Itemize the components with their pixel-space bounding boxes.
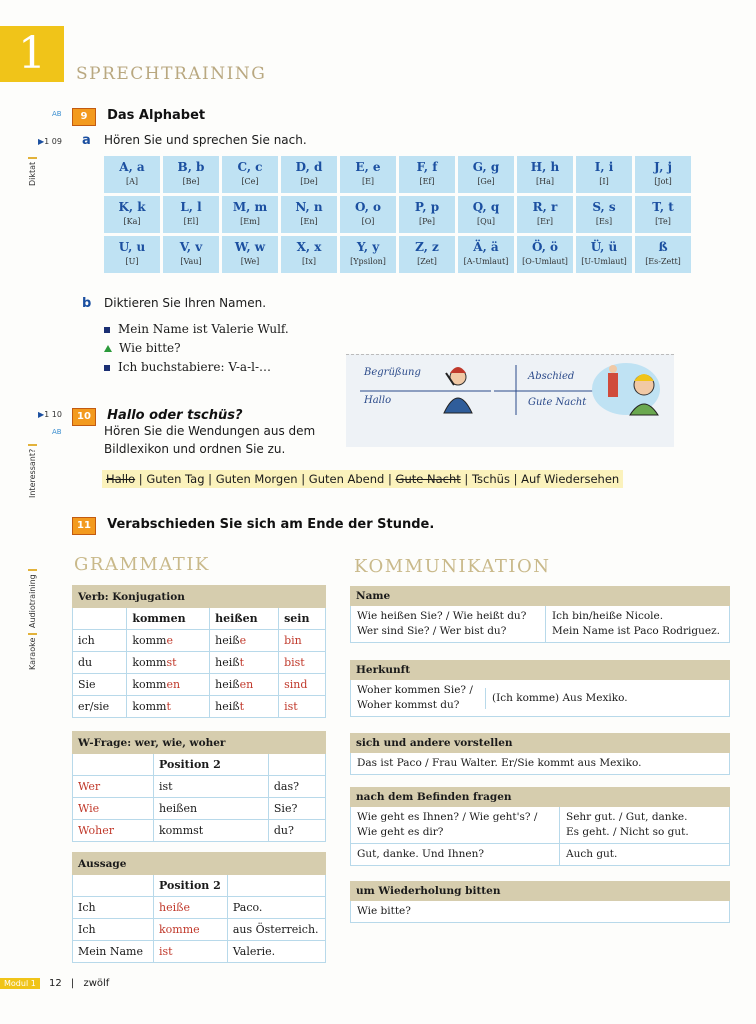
pronunciation: [A] [125,177,139,186]
alphabet-cell [281,156,337,193]
alphabet-cell [340,156,396,193]
alphabet-cell [635,196,691,233]
kommen-form [127,674,210,696]
dialogue-line-3 [104,360,271,374]
phrase: Das ist Paco / Frau Walter. Er/Sie kommt aus Mexiko. [357,757,642,769]
table-row [73,630,326,652]
letter: V, v [179,240,203,254]
table-cell: Ich [73,897,154,919]
pronunciation: [Ka] [123,217,141,226]
wfrage-table [72,731,326,842]
alphabet-cell [163,236,219,273]
diktat-label: Diktat [28,157,37,186]
stem: komm [132,656,167,669]
ex9-b-instruction: Diktieren Sie Ihren Namen. [104,296,267,310]
kommen-form [127,696,210,718]
alphabet-cell [281,236,337,273]
alphabet-cell [458,196,514,233]
pronunciation: [Es] [595,217,613,226]
label-gute-nacht: Gute Nacht [528,397,587,408]
empty-header [73,875,154,897]
letter: R, r [532,200,558,214]
table-cell: Mein Name [73,941,154,963]
table-cell: kommst [154,820,269,842]
letter: Ö, ö [531,240,559,254]
alphabet-cell [340,196,396,233]
bullet-text: Ich buchstabiere: V-a-l-… [118,360,272,374]
separator: | [388,472,392,486]
alphabet-cell [635,156,691,193]
bullet-text: Wie bitte? [119,341,181,355]
table-cell: komme [154,919,228,941]
man-farewell-icon [592,363,660,415]
letter: F, f [416,160,438,174]
alphabet-cell [517,156,573,193]
separator: | [208,472,213,486]
word-guten-abend: Guten Abend [308,472,385,486]
empty-header [227,875,325,897]
alphabet-cell [458,236,514,273]
pronoun: er/sie [73,696,127,718]
alphabet-cell [635,236,691,273]
letter: C, c [237,160,263,174]
page-number-word: zwölf [83,978,110,989]
letter: T, t [652,200,674,214]
letter: L, l [180,200,202,214]
alphabet-cell [104,156,160,193]
letter: Ä, ä [473,240,499,254]
play-icon: ▶ [38,137,45,146]
pronunciation: [Ix] [302,257,316,266]
ex10-number: 10 [72,408,96,426]
table-row [73,652,326,674]
ending: st [166,656,177,669]
chapter-number: 1 [0,26,64,82]
ex9-number: 9 [72,108,96,126]
table-header: Aussage [73,853,326,875]
stem: komm [132,678,167,691]
pronoun: Sie [73,674,127,696]
sein-form: bin [279,630,326,652]
letter: J, j [654,160,672,174]
word-bank [102,470,623,488]
box-befinden [350,787,730,866]
triangle-bullet-icon [104,345,112,352]
ending: e [166,634,173,647]
letter: O, o [354,200,382,214]
stem: komm [132,634,167,647]
question: Gut, danke. Und Ihnen? [357,848,484,860]
pronunciation: [E] [361,177,375,186]
play-icon: ▶ [38,410,45,419]
box-header: sich und andere vorstellen [350,733,730,753]
letter: Q, q [472,200,500,214]
pronunciation: [Ce] [241,177,259,186]
alphabet-cell [576,156,632,193]
sein-form: ist [279,696,326,718]
label-begruessung: Begrüßung [364,367,421,378]
box-name [350,586,730,643]
pronunciation: [U] [125,257,139,266]
separator: | [464,472,469,486]
label-hallo: Hallo [364,395,392,406]
grammatik-title: GRAMMATIK [74,554,210,575]
pronunciation: [De] [300,177,318,186]
dialogue-line-2 [104,341,181,355]
box-header: Herkunft [350,660,730,680]
ex11-number: 11 [72,517,96,535]
table-row [73,941,326,963]
letter: W, w [234,240,266,254]
alphabet-cell [104,196,160,233]
table-cell: Wer [73,776,154,798]
word-gute-nacht: Gute Nacht [395,472,461,486]
alphabet-cell [222,156,278,193]
woman-greeting-icon [444,367,472,413]
pronunciation: [Em] [240,217,260,226]
ex10-title: Hallo oder tschüs? [107,408,243,423]
letter: A, a [119,160,145,174]
kommen-form [127,652,210,674]
table-cell: das? [268,776,325,798]
ex9-b-label: b [82,296,92,311]
kommunikation-title: KOMMUNIKATION [354,556,551,577]
audio-track-109[interactable] [38,137,62,146]
audiotraining-label: Audiotraining [28,569,37,628]
ending: e [239,634,247,647]
dialogue-line-1 [104,322,289,336]
table-row [73,776,326,798]
pronunciation: [I] [599,177,609,186]
audio-track-110[interactable] [38,410,62,419]
karaoke-label: Karaoke [28,633,37,670]
track-number: 1 10 [44,410,62,419]
stem: heiß [215,634,240,647]
interessant-label: Interessant? [28,444,37,498]
letter: I, i [594,160,614,174]
sein-form: bist [279,652,326,674]
pronunciation: [Vau] [180,257,202,266]
pronunciation: [Zet] [417,257,437,266]
kommen-form [127,630,210,652]
letter: Z, z [415,240,439,254]
square-bullet-icon [104,327,110,333]
letter: ß [658,240,668,254]
pronunciation: [Qu] [477,217,495,226]
table-cell: heiße [154,897,228,919]
pronunciation: [El] [183,217,199,226]
picture-dictionary [346,354,674,447]
ex11-heading [72,513,434,535]
pronunciation: [Jot] [654,177,672,186]
alphabet-cell [576,196,632,233]
chapter-title: SPRECHTRAINING [76,64,267,84]
letter: U, u [118,240,146,254]
table-row [73,798,326,820]
ex10-instruction-2: Bildlexikon und ordnen Sie zu. [104,442,286,456]
letter: Y, y [356,240,380,254]
square-bullet-icon [104,365,110,371]
heissen-form [210,652,279,674]
table-cell: Valerie. [227,941,325,963]
answer: Auch gut. [559,844,623,865]
letter: H, h [530,160,560,174]
pronoun: ich [73,630,127,652]
box-vorstellen [350,733,730,775]
track-number: 1 09 [44,137,62,146]
box-herkunft [350,660,730,717]
table-cell: heißen [154,798,269,820]
footer-separator: | [70,978,75,989]
table-cell: ist [154,941,228,963]
ex9-title: Das Alphabet [107,108,206,123]
pronunciation: [Pe] [419,217,435,226]
pronunciation: [Ha] [536,177,554,186]
table-header: Verb: Konjugation [73,586,326,608]
alphabet-cell [281,196,337,233]
pronunciation: [Er] [537,217,553,226]
label-abschied: Abschied [528,371,575,382]
answer: Sehr gut. / Gut, danke. Es geht. / Nicht so gut. [559,807,695,843]
table-row [73,919,326,941]
pronunciation: [Te] [655,217,671,226]
answer: Ich bin/heiße Nicole. Mein Name ist Paco Rodriguez. [545,606,726,642]
empty-header [268,754,325,776]
empty-header [73,754,154,776]
heissen-form [210,674,279,696]
table-cell: Wie [73,798,154,820]
answer: (Ich komme) Aus Mexiko. [485,688,634,709]
page-footer [0,978,109,989]
ending: t [239,700,244,713]
conjugation-table [72,585,326,718]
empty-header [73,608,127,630]
pronunciation: [We] [240,257,260,266]
separator: | [301,472,306,486]
letter: E, e [355,160,381,174]
separator: | [513,472,518,486]
table-row [73,696,326,718]
ending: t [166,700,171,713]
alphabet-cell [576,236,632,273]
ex10-instruction-1: Hören Sie die Wendungen aus dem [104,424,316,438]
ab-label: AB [52,428,62,436]
word-hallo: Hallo [106,472,136,486]
col-kommen: kommen [127,608,210,630]
table-cell: Paco. [227,897,325,919]
bullet-text: Mein Name ist Valerie Wulf. [118,322,289,336]
sein-form: sind [279,674,326,696]
heissen-form [210,630,279,652]
letter: Ü, ü [590,240,618,254]
alphabet-cell [458,156,514,193]
pronunciation: [O-Umlaut] [522,257,568,266]
letter: S, s [592,200,616,214]
alphabet-grid [104,156,691,273]
table-cell: Ich [73,919,154,941]
ex9-a-instruction: Hören Sie und sprechen Sie nach. [104,133,307,147]
table-row [73,897,326,919]
ex9-heading [72,104,205,126]
ex9-a-label: a [82,133,91,148]
alphabet-cell [399,196,455,233]
alphabet-cell [399,156,455,193]
alphabet-cell [222,236,278,273]
stem: heiß [215,700,240,713]
table-cell: aus Österreich. [227,919,325,941]
letter: D, d [295,160,323,174]
question: Wie geht es Ihnen? / Wie geht's? / Wie geht es dir? [357,811,538,838]
letter: K, k [118,200,146,214]
pronunciation: [Ge] [477,177,495,186]
table-cell: Woher [73,820,154,842]
box-wiederholung [350,881,730,923]
letter: B, b [177,160,205,174]
table-header: W-Frage: wer, wie, woher [73,732,326,754]
letter: P, p [414,200,440,214]
stem: heiß [215,656,240,669]
separator: | [138,472,143,486]
col-position-2: Position 2 [154,754,269,776]
table-row [73,674,326,696]
ab-label: AB [52,110,62,118]
box-header: Name [350,586,730,606]
table-cell: du? [268,820,325,842]
ending: en [239,678,254,691]
alphabet-cell [104,236,160,273]
pronunciation: [O] [361,217,375,226]
stem: heiß [215,678,240,691]
pronunciation: [Be] [182,177,200,186]
letter: X, x [296,240,322,254]
module-tag: Modul 1 [0,978,40,989]
question: Wie heißen Sie? / Wie heißt du? Wer sind Sie? / Wer bist du? [357,610,527,637]
box-header: nach dem Befinden fragen [350,787,730,807]
phrase: Wie bitte? [357,905,411,917]
word-guten-morgen: Guten Morgen [215,472,298,486]
letter: N, n [295,200,323,214]
stem: komm [132,700,167,713]
pronunciation: [A-Umlaut] [463,257,509,266]
pronunciation: [U-Umlaut] [581,257,627,266]
word-guten-tag: Guten Tag [146,472,205,486]
letter: G, g [472,160,500,174]
alphabet-cell [163,156,219,193]
word-tschues: Tschüs [471,472,510,486]
table-cell: Sie? [268,798,325,820]
alphabet-cell [222,196,278,233]
ending: t [239,656,244,669]
pronunciation: [En] [300,217,318,226]
alphabet-cell [340,236,396,273]
table-cell: ist [154,776,269,798]
word-auf-wiedersehen: Auf Wiedersehen [521,472,620,486]
box-header: um Wiederholung bitten [350,881,730,901]
col-sein: sein [279,608,326,630]
table-row [73,820,326,842]
pronunciation: [Ypsilon] [350,257,386,266]
alphabet-cell [517,236,573,273]
alphabet-cell [163,196,219,233]
ending: en [166,678,181,691]
aussage-table [72,852,326,963]
ex10-heading [72,404,243,426]
heissen-form [210,696,279,718]
question: Woher kommen Sie? / Woher kommst du? [357,684,473,711]
col-heissen: heißen [210,608,279,630]
pronunciation: [Ef] [419,177,435,186]
alphabet-cell [399,236,455,273]
pronunciation: [Es-Zett] [645,257,681,266]
col-position-2: Position 2 [154,875,228,897]
page-number: 12 [49,978,62,989]
letter: M, m [232,200,268,214]
ex11-title: Verabschieden Sie sich am Ende der Stunde. [107,517,435,532]
alphabet-cell [517,196,573,233]
pronoun: du [73,652,127,674]
